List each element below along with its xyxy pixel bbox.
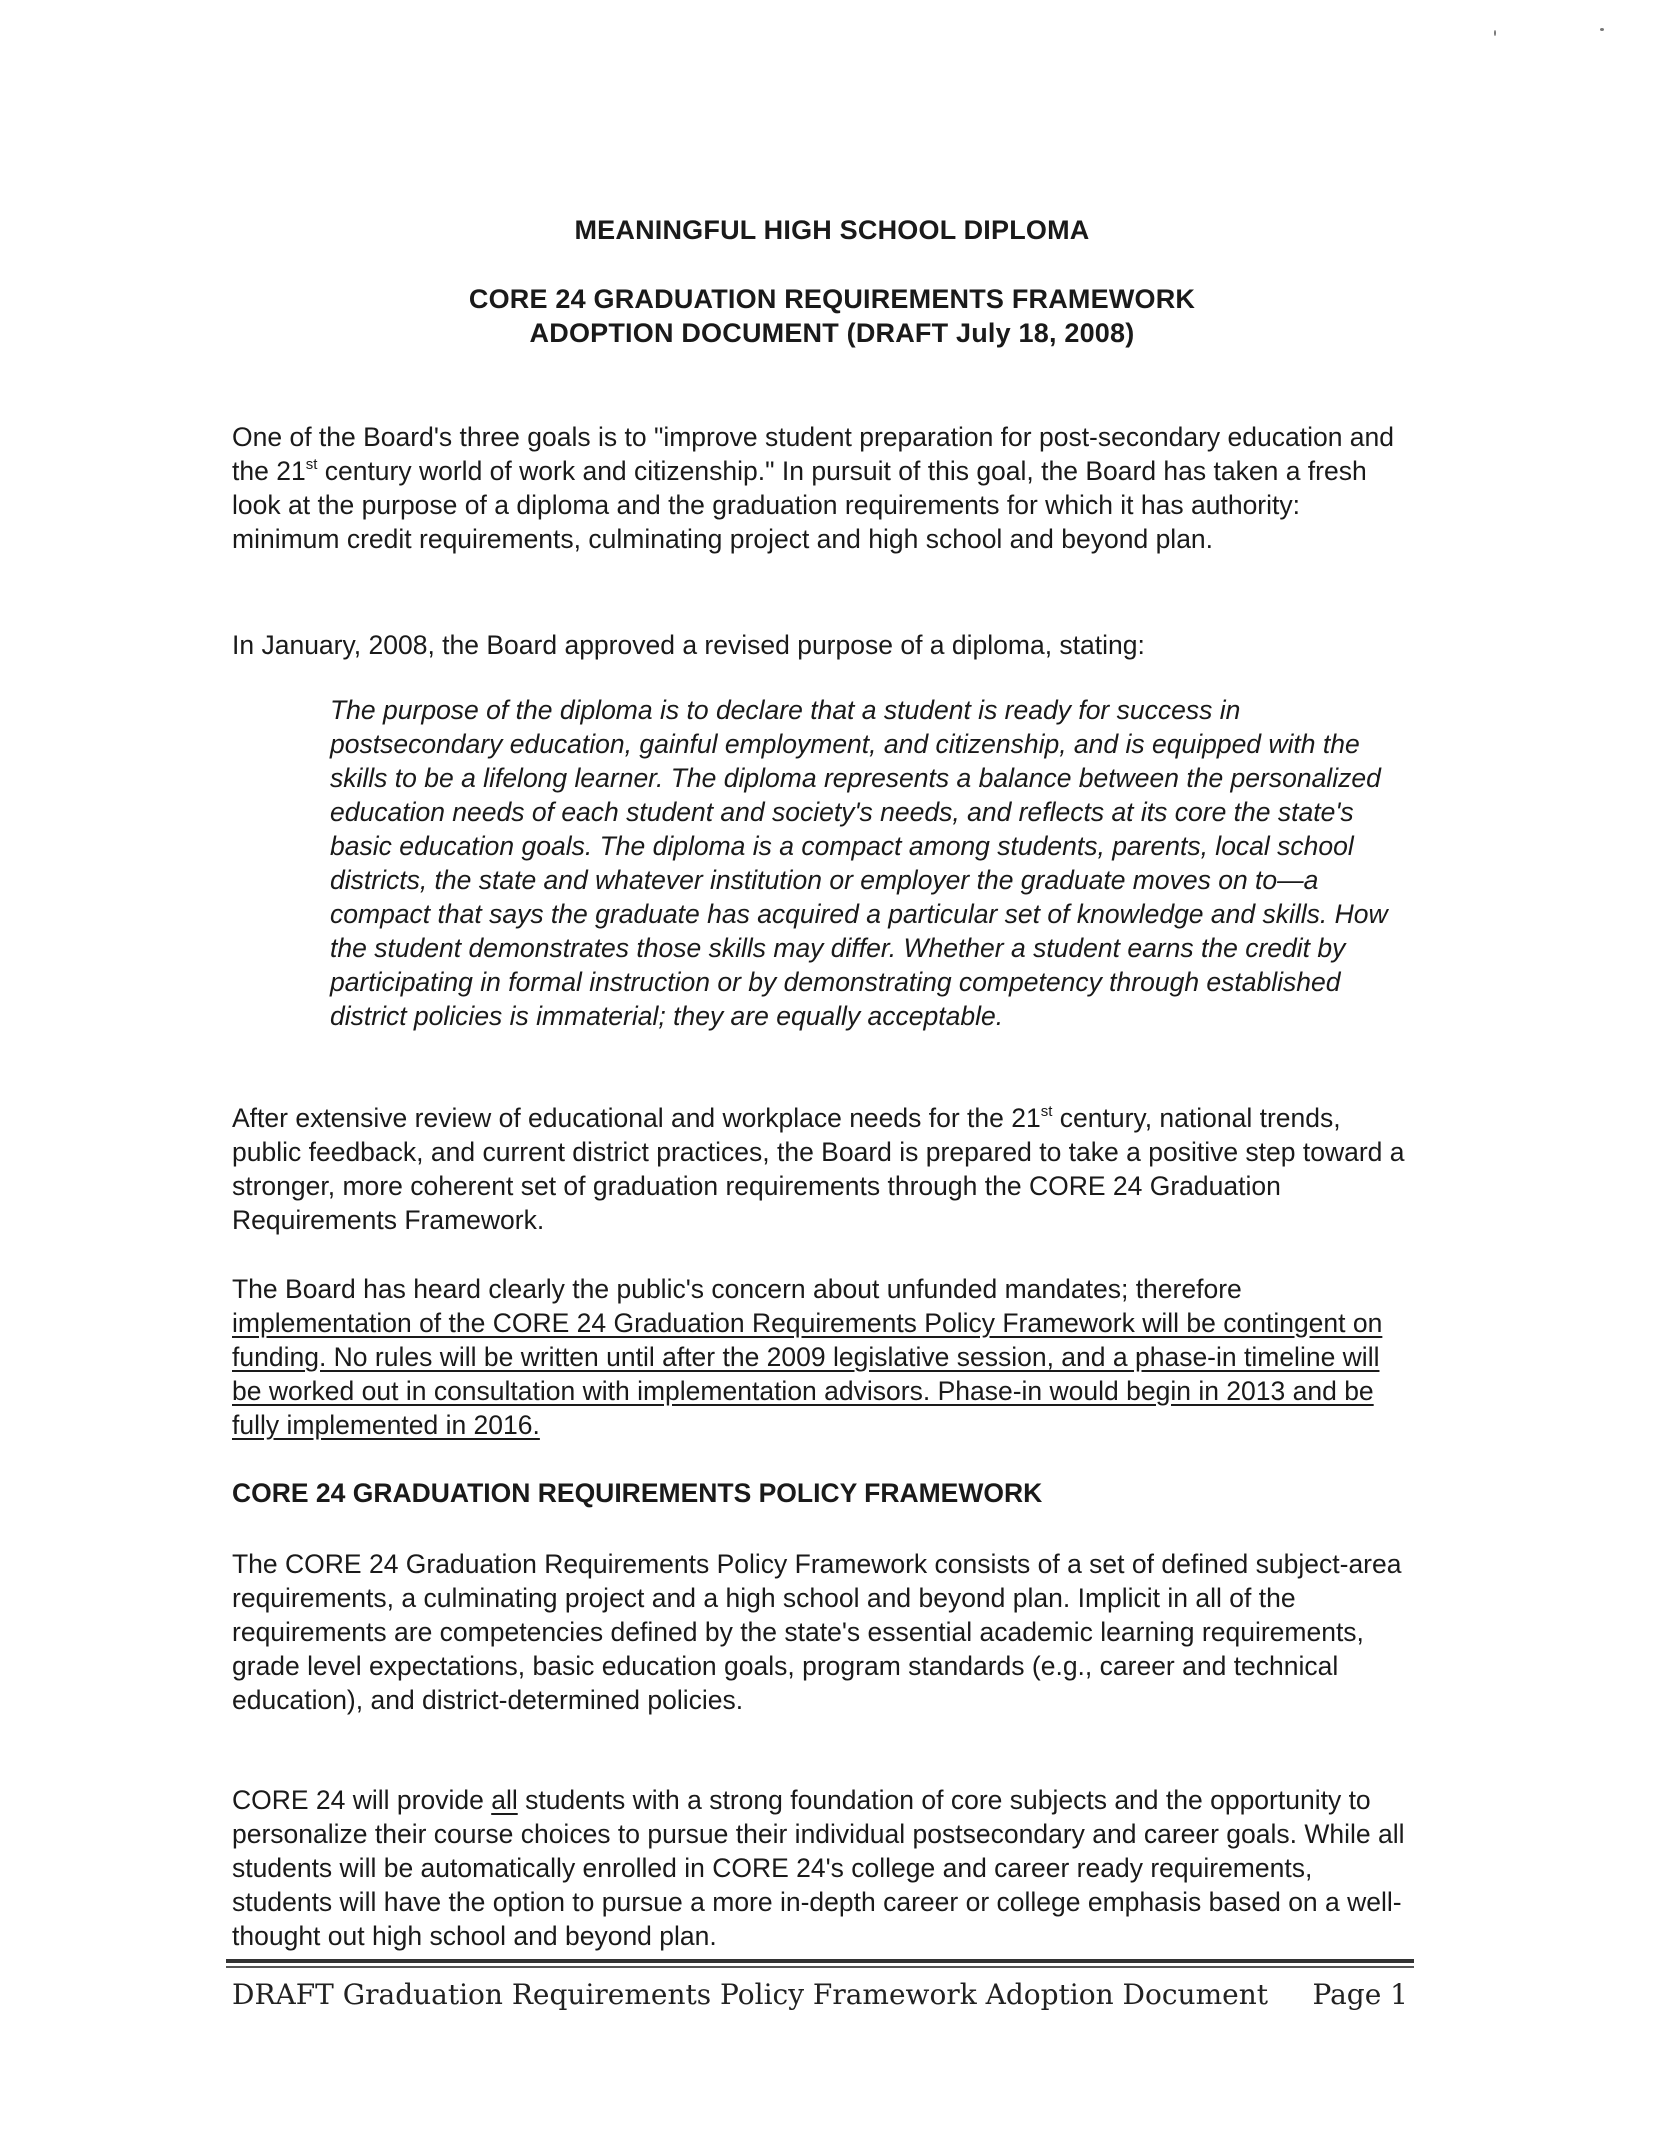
core24-paragraph: CORE 24 will provide all students with a strong foundation of core subjects and the opportunity to personalize their course choices to pursue their individual postsecondary and career goals. While all students will be automatically enrolled in CORE 24's college and career ready requirements, students will have the option to pursue a more in-depth career or college emphasis based on a well-thought out high school and beyond plan. (232, 1785, 1405, 1951)
section-heading: CORE 24 GRADUATION REQUIREMENTS POLICY FRAMEWORK (232, 1478, 1043, 1508)
review-paragraph: After extensive review of educational and workplace needs for the 21st century, national trends, public feedback, and current district practices, the Board is prepared to take a positive step toward a stronger, more coherent set of graduation requirements through the CORE 24 Graduation Requirements Framework. (232, 1103, 1405, 1235)
footer-title: DRAFT Graduation Requirements Policy Framework Adoption Document (232, 1978, 1268, 2011)
document-subtitle: CORE 24 GRADUATION REQUIREMENTS FRAMEWORK (468, 284, 1196, 314)
footer-rule (226, 1959, 1414, 1963)
scan-mark (1600, 28, 1604, 31)
funding-contingency-text: implementation of the CORE 24 Graduation Requirements Policy Framework will be contingent on funding. No rules will be written until after the 2009 legislative session, and a phase-in timeline will be worked out in consultation with implementation advisors. Phase-in would begin in 2013 and be fully implemented in 2016. (232, 1308, 1383, 1440)
diploma-purpose-intro: In January, 2008, the Board approved a revised purpose of a diploma, stating: (232, 630, 1145, 660)
scan-mark (1494, 30, 1496, 36)
framework-paragraph: The CORE 24 Graduation Requirements Policy Framework consists of a set of defined subject-area requirements, a culminating project and a high school and beyond plan. Implicit in all of the requirements are competencies defined by the state's essential academic learning requirements, grade level expectations, basic education goals, program standards (e.g., career and technical education), and district-determined policies. (232, 1549, 1402, 1715)
funding-paragraph: The Board has heard clearly the public's concern about unfunded mandates; therefore implementation of the CORE 24 Graduation Requirements Policy Framework will be contingent on funding. No rules will be written until after the 2009 legislative session, and a phase-in timeline will be worked out in consultation with implementation advisors. Phase-in would begin in 2013 and be fully implemented in 2016. (232, 1274, 1383, 1440)
document-subtitle-date: ADOPTION DOCUMENT (DRAFT July 18, 2008) (529, 318, 1135, 348)
diploma-purpose-quote: The purpose of the diploma is to declare that a student is ready for success in postsecondary education, gainful employment, and citizenship, and is equipped with the skills to be a lifelong learner. The diploma represents a balance between the personalized education needs of each student and society's needs, and reflects at its core the state's basic education goals. The diploma is a compact among students, parents, local school districts, the state and whatever institution or employer the graduate moves on to—a compact that says the graduate has acquired a particular set of knowledge and skills. How the student demonstrates those skills may differ. Whether a student earns the credit by participating in formal instruction or by demonstrating competency through established district policies is immaterial; they are equally acceptable. (330, 695, 1388, 1031)
footer-rule-thin (226, 1966, 1414, 1968)
page-number: Page 1 (1312, 1978, 1408, 2011)
page-footer (232, 1978, 1408, 2011)
document-title: MEANINGFUL HIGH SCHOOL DIPLOMA (574, 215, 1090, 245)
intro-paragraph: One of the Board's three goals is to "improve student preparation for post-secondary education and the 21st century world of work and citizenship." In pursuit of this goal, the Board has taken a fresh look at the purpose of a diploma and the graduation requirements for which it has authority: minimum credit requirements, culminating project and high school and beyond plan. (232, 422, 1395, 554)
